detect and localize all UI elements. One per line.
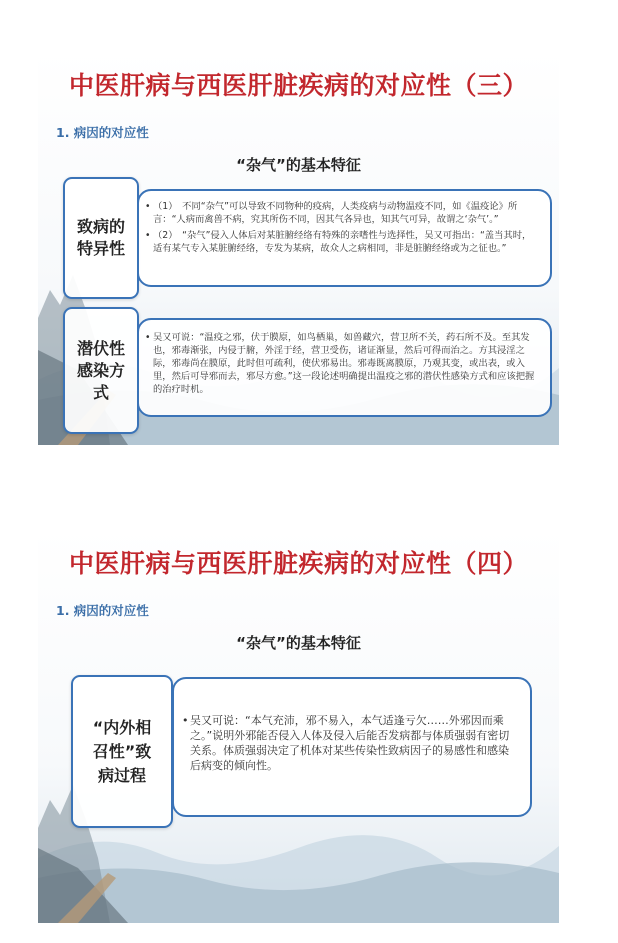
label-line: “内外相 [92,717,152,737]
slide-4 [38,528,559,923]
slide-subtitle: “杂气”的基本特征 [236,634,361,652]
list-item: • （2） “杂气”侵入人体后对某脏腑经络有特殊的亲嗜性与选择性，吴又可指出：“盖当其时，适有某气专入某脏腑经络，专发为某病，故众人之病相同，非是脏腑经络或为之征也。” [145,229,540,255]
label-internal-external [71,675,173,828]
slide-title: 中医肝病与西医肝脏疾病的对应性（四） [68,549,528,578]
section-heading: 1. 病因的对应性 [56,603,149,618]
label-specificity [63,177,139,299]
label-latent-infection [63,307,139,434]
content-box-latent-infection [137,318,552,417]
label-text: 致病的特异性 [76,217,125,258]
list-item: • （1） 不同“杂气”可以导致不同物种的疫病，人类疫病与动物温疫不同，如《温疫论》所言：“人病而禽兽不病，究其所伤不同，因其气各异也，知其气可异，故谓之‘杂气’。” [145,200,540,226]
label-text: 潜伏性感染方式 [76,338,125,402]
slide-title: 中医肝病与西医肝脏疾病的对应性（三） [68,71,528,100]
section-heading: 1. 病因的对应性 [56,125,149,140]
slide-3 [38,50,559,445]
label-line: 病过程 [97,765,146,785]
label-line: 召性”致 [92,741,152,761]
content-box-internal-external [172,677,532,817]
slide-subtitle: “杂气”的基本特征 [236,156,361,174]
list-item: • 吴又可说：“温疫之邪，伏于膜原，如鸟栖巢，如兽藏穴，营卫所不关，药石所不及。至其发也，邪毒渐张，内侵于腑，外淫于经，营卫受伤，诸证渐显，然后可得而治之。方其浸淫之际，邪毒尚在膜原，此时但可疏利，使伏邪易出。邪毒既离膜原，乃观其变，或出表，或入里，然后可导邪而去，邪尽方愈。”这一段论述明确提出温疫之邪的潜伏性感染方式和应该把握的治疗时机。 [145,331,540,396]
content-box-specificity [137,189,552,287]
list-item: • 吴又可说：“本气充沛，邪不易入，本气适逢亏欠……外邪因而乘之。”说明外邪能否侵入人体及侵入后能否发病都与体质强弱有密切关系。体质强弱决定了机体对某些传染性致病因子的易感性和感染后病变的倾向性。 [182,713,510,773]
